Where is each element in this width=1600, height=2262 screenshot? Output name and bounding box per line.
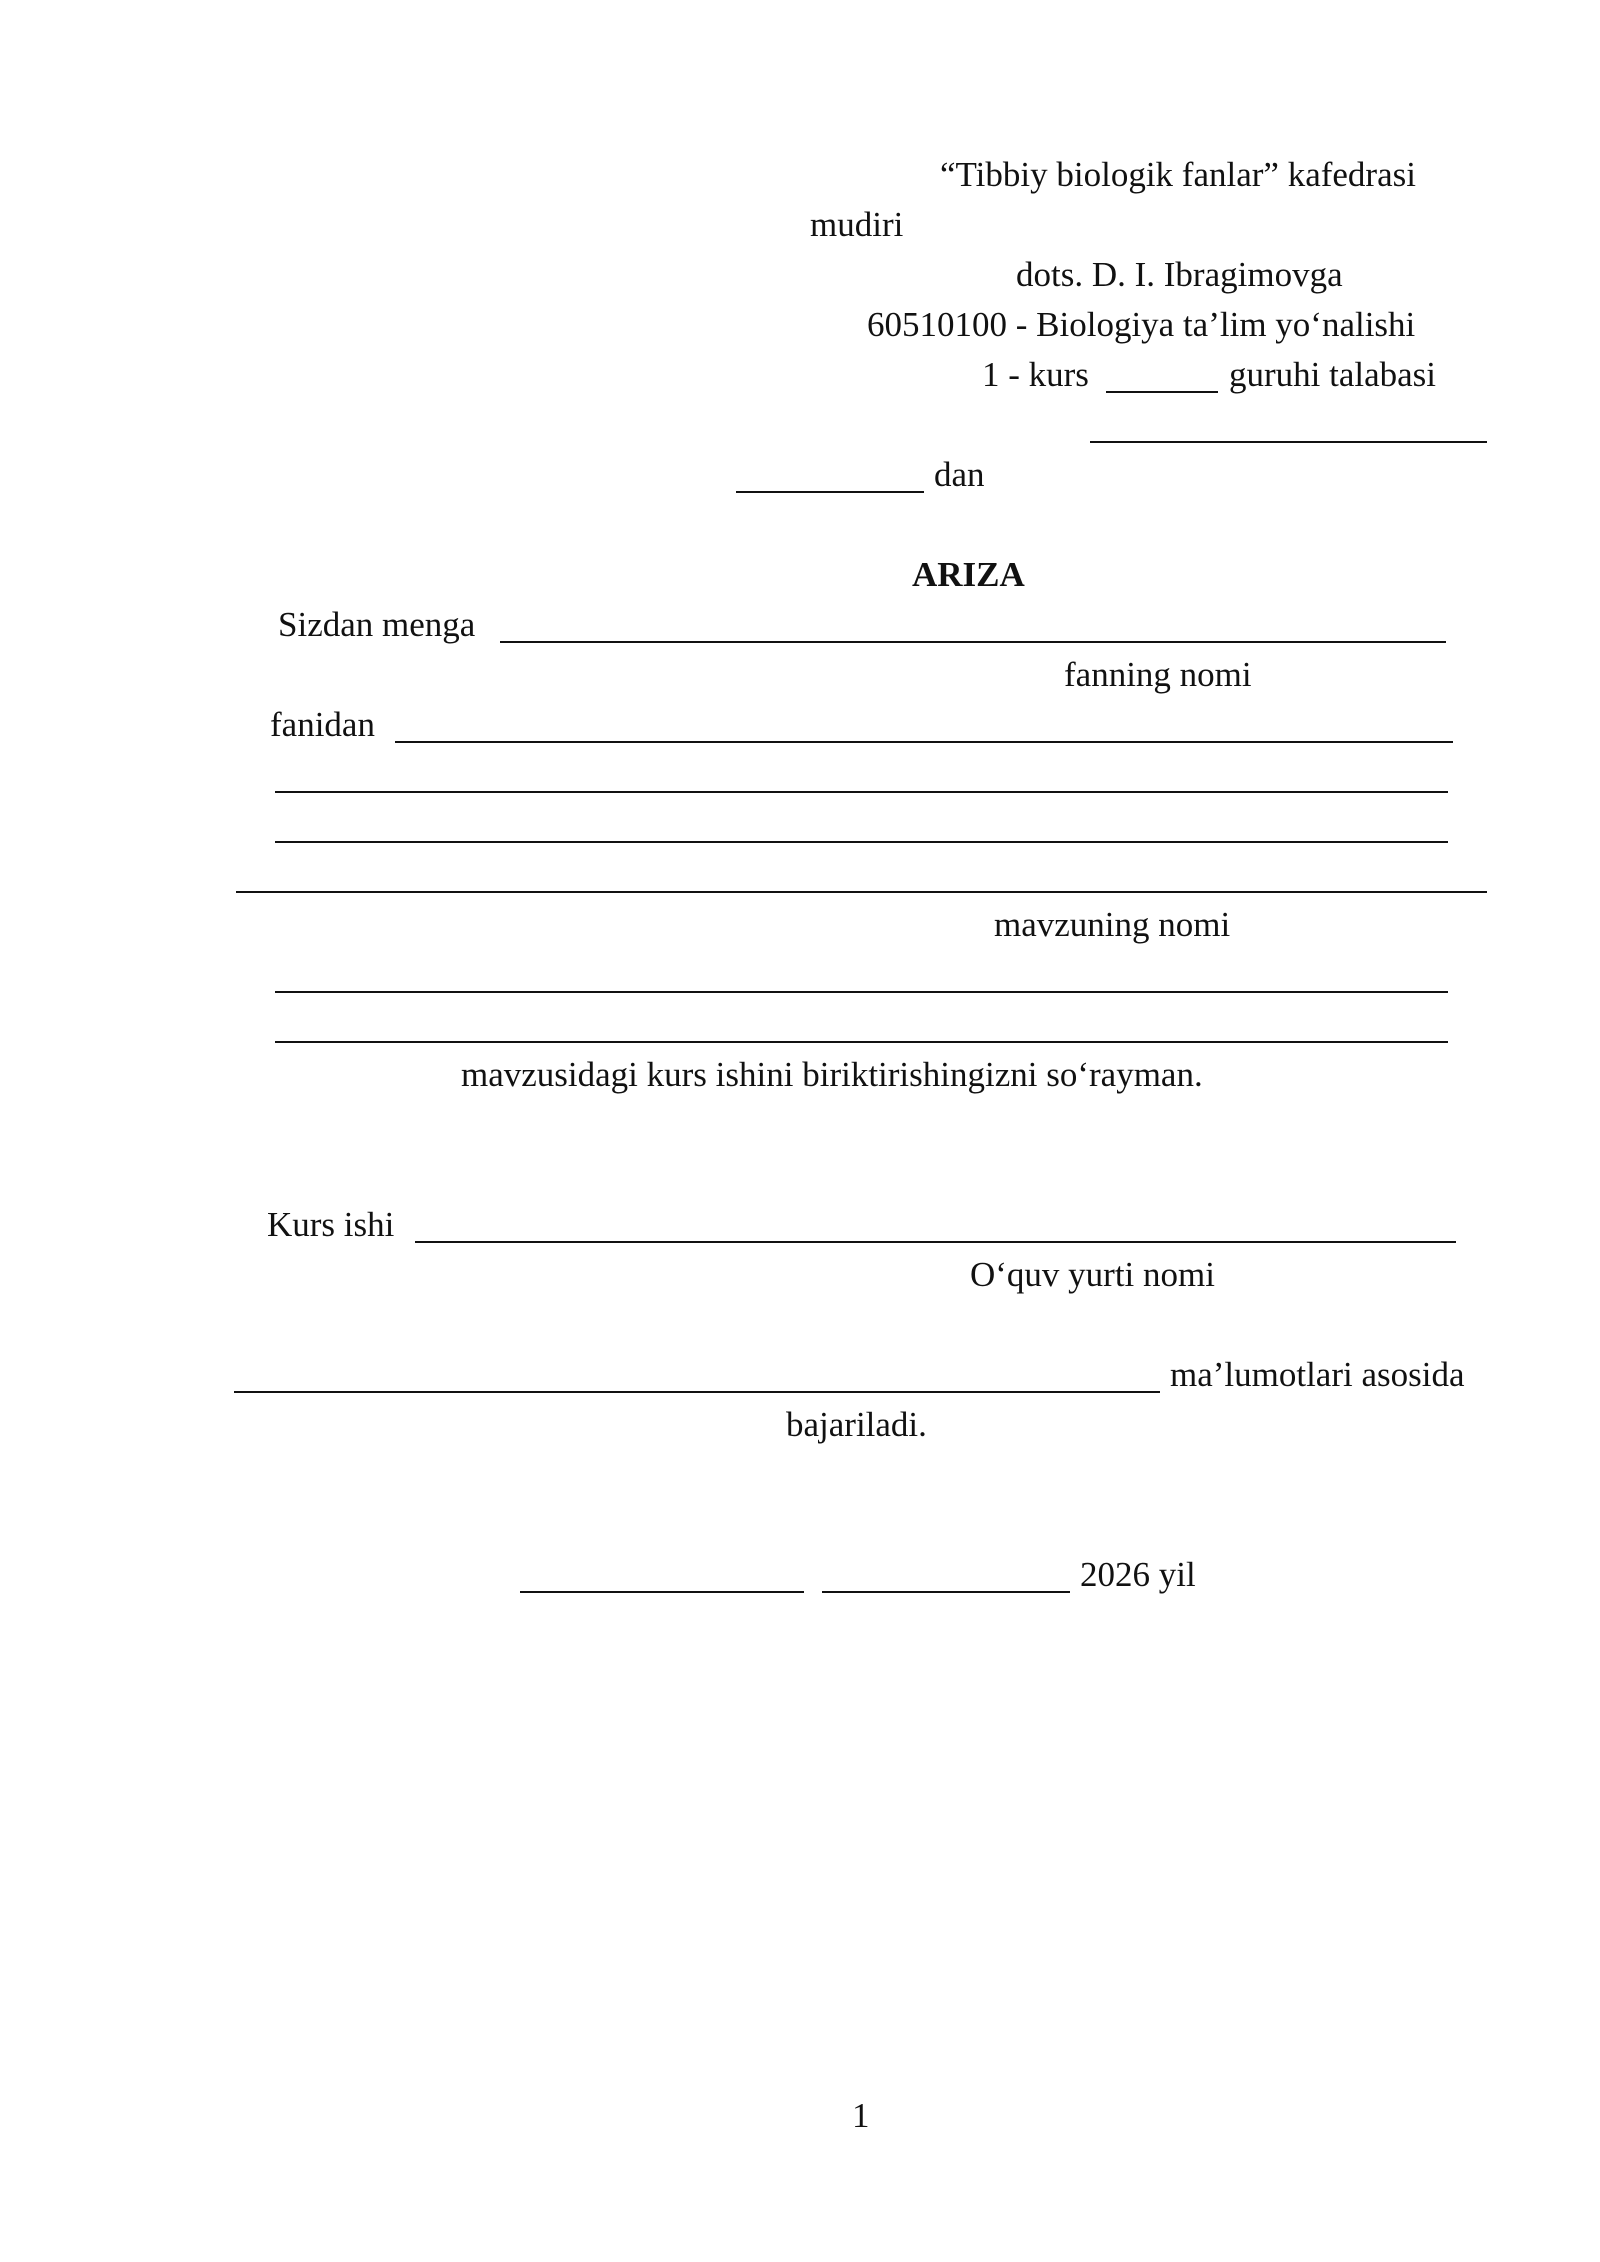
course-suffix: guruhi talabasi bbox=[1229, 355, 1437, 394]
course-work-blank[interactable] bbox=[415, 1241, 1456, 1243]
topic-blank-5[interactable] bbox=[275, 1041, 1448, 1043]
course-work-prefix: Kurs ishi bbox=[267, 1205, 395, 1244]
department-line: “Tibbiy biologik fanlar” kafedrasi bbox=[940, 155, 1416, 194]
head-title-line: mudiri bbox=[810, 205, 904, 244]
data-source-blank[interactable] bbox=[234, 1391, 1160, 1393]
closing-line: mavzusidagi kurs ishini biriktirishingizni so‘rayman. bbox=[461, 1055, 1203, 1094]
subject-prefix: fanidan bbox=[270, 705, 375, 744]
topic-blank-2[interactable] bbox=[275, 841, 1448, 843]
course-prefix: 1 - kurs bbox=[982, 355, 1089, 394]
signature-blank[interactable] bbox=[520, 1591, 804, 1593]
subject-blank[interactable] bbox=[395, 741, 1453, 743]
program-line: 60510100 - Biologiya ta’lim yo‘nalishi bbox=[867, 305, 1416, 344]
subject-caption: fanning nomi bbox=[1064, 655, 1252, 694]
student-name-blank[interactable] bbox=[1090, 441, 1487, 443]
date-blank[interactable] bbox=[822, 1591, 1070, 1593]
request-blank[interactable] bbox=[500, 641, 1446, 643]
topic-blank-3[interactable] bbox=[236, 891, 1487, 893]
institution-caption: O‘quv yurti nomi bbox=[970, 1255, 1215, 1294]
topic-blank-1[interactable] bbox=[275, 791, 1448, 793]
year-label: 2026 yil bbox=[1080, 1555, 1196, 1594]
request-prefix: Sizdan menga bbox=[278, 605, 476, 644]
from-suffix: dan bbox=[934, 455, 985, 494]
addressee-name: dots. D. I. Ibragimovga bbox=[1016, 255, 1343, 294]
completion-line: bajariladi. bbox=[786, 1405, 927, 1444]
topic-blank-4[interactable] bbox=[275, 991, 1448, 993]
topic-caption: mavzuning nomi bbox=[994, 905, 1231, 944]
page-number: 1 bbox=[852, 2096, 870, 2135]
from-blank[interactable] bbox=[736, 491, 924, 493]
group-blank[interactable] bbox=[1106, 391, 1218, 393]
data-suffix: ma’lumotlari asosida bbox=[1170, 1355, 1465, 1394]
document-title: ARIZA bbox=[912, 555, 1025, 594]
